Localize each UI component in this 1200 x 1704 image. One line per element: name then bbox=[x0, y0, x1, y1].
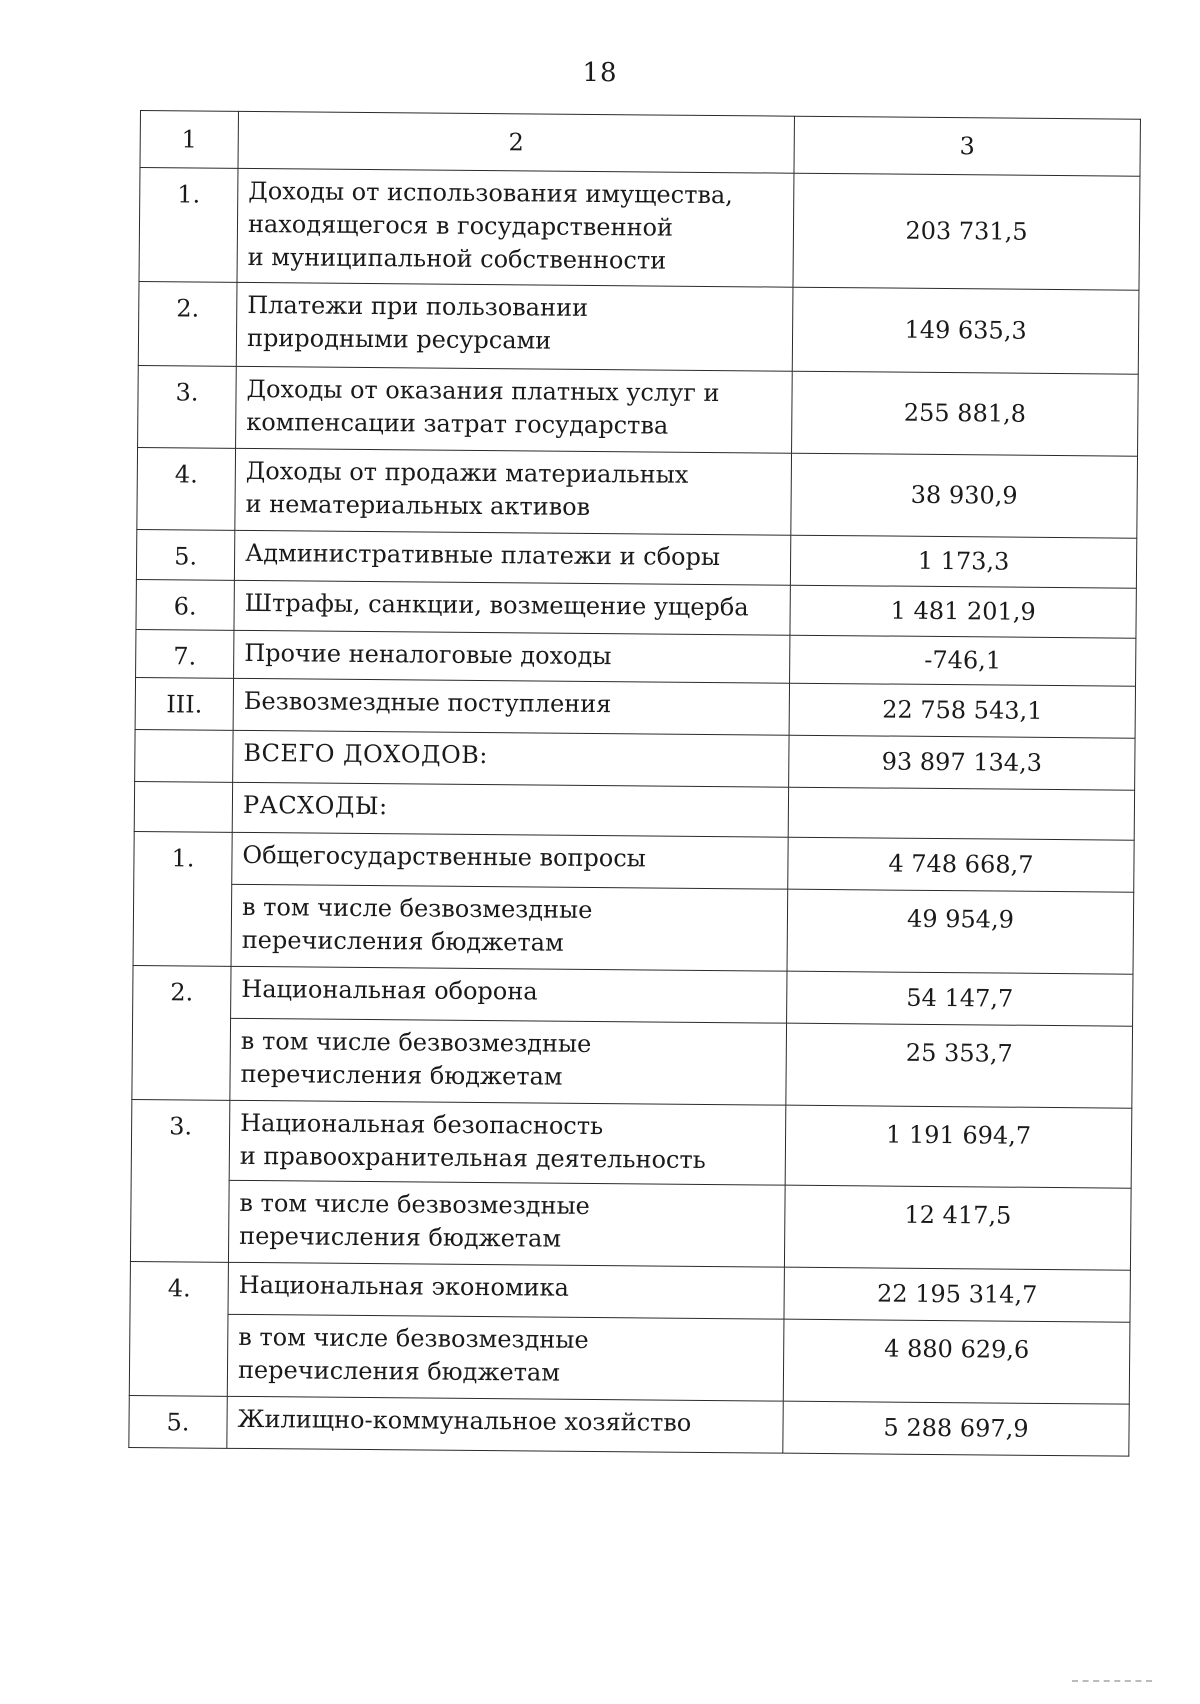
item-name-line: Доходы от использования имущества, bbox=[248, 176, 733, 210]
expense-row bbox=[134, 831, 1134, 892]
expense-subitem-name bbox=[228, 1180, 785, 1267]
item-name-line: перечисления бюджетам bbox=[241, 925, 564, 957]
item-value: 255 881,8 bbox=[792, 371, 1139, 456]
item-name-line: Прочие неналоговые доходы bbox=[244, 638, 612, 671]
item-number: 1. bbox=[133, 831, 232, 966]
expense-item-name bbox=[228, 1262, 784, 1319]
item-name-line: и правоохранительная деятельность bbox=[239, 1141, 706, 1174]
expense-subitem-name bbox=[230, 1018, 787, 1105]
item-value: 1 191 694,7 bbox=[785, 1105, 1132, 1188]
item-name-line: Доходы от оказания платных услуг и bbox=[246, 374, 720, 408]
expense-subitem-name bbox=[231, 884, 788, 971]
item-value: 38 930,9 bbox=[791, 453, 1138, 538]
revenue-item-name bbox=[236, 366, 793, 453]
expense-item-name bbox=[231, 966, 787, 1023]
total-revenue-label: ВСЕГО ДОХОДОВ: bbox=[233, 730, 789, 787]
item-name-line: Платежи при пользовании bbox=[247, 290, 589, 322]
item-name-line: Общегосударственные вопросы bbox=[242, 840, 646, 873]
item-name-line: находящегося в государственной bbox=[247, 209, 674, 242]
header-cell-name: 2 bbox=[238, 111, 794, 173]
revenue-row bbox=[135, 677, 1135, 738]
item-value: 93 897 134,3 bbox=[789, 735, 1135, 790]
item-number: 4. bbox=[137, 447, 236, 530]
item-name-line: Штрафы, санкции, возмещение ущерба bbox=[244, 588, 749, 622]
item-number: 6. bbox=[136, 579, 234, 630]
item-value: 1 481 201,9 bbox=[790, 585, 1136, 638]
expenses-heading: РАСХОДЫ: bbox=[232, 782, 788, 837]
item-value: 4 748 668,7 bbox=[788, 837, 1134, 892]
revenue-item-name bbox=[233, 678, 789, 735]
expense-subrow bbox=[129, 1313, 1130, 1404]
revenue-row bbox=[136, 579, 1136, 638]
revenue-item-name bbox=[234, 630, 790, 683]
expenses-heading-row bbox=[134, 781, 1134, 840]
expense-row bbox=[129, 1395, 1129, 1456]
item-name-line: в том числе безвозмездные bbox=[241, 892, 593, 924]
revenue-item-name bbox=[236, 282, 793, 371]
item-name-line: компенсации затрат государства bbox=[246, 407, 669, 440]
expense-item-name bbox=[229, 1100, 786, 1185]
item-value: 203 731,5 bbox=[793, 173, 1140, 290]
item-name-line: природными ресурсами bbox=[246, 323, 552, 355]
item-name-line: и нематериальных активов bbox=[245, 489, 591, 521]
expense-subitem-name bbox=[227, 1314, 784, 1401]
revenue-row bbox=[138, 281, 1139, 374]
item-value: 5 288 697,9 bbox=[783, 1401, 1129, 1456]
item-value: 25 353,7 bbox=[786, 1023, 1133, 1108]
item-number: 7. bbox=[136, 629, 234, 678]
item-number: 5. bbox=[136, 529, 234, 580]
expense-subrow bbox=[133, 883, 1134, 974]
revenue-row bbox=[138, 365, 1139, 456]
revenue-row bbox=[137, 447, 1138, 538]
revenue-item-name bbox=[234, 530, 790, 585]
item-name-line: Национальная безопасность bbox=[240, 1108, 604, 1141]
item-value: 49 954,9 bbox=[787, 889, 1134, 974]
item-name-line: перечисления бюджетам bbox=[237, 1355, 561, 1387]
item-name-line: Жилищно-коммунальное хозяйство bbox=[237, 1404, 692, 1437]
expense-row bbox=[131, 1099, 1132, 1188]
item-number bbox=[134, 781, 232, 832]
expense-subrow bbox=[132, 1017, 1133, 1108]
page-number: 18 bbox=[582, 58, 618, 88]
item-number: 3. bbox=[138, 365, 237, 448]
item-name-line: перечисления бюджетам bbox=[239, 1221, 562, 1253]
item-value: 4 880 629,6 bbox=[783, 1319, 1130, 1404]
item-number: III. bbox=[135, 677, 233, 730]
item-value: 149 635,3 bbox=[792, 287, 1139, 374]
item-value: 1 173,3 bbox=[790, 535, 1136, 588]
item-name-line: и муниципальной собственности bbox=[247, 242, 667, 275]
item-number: 5. bbox=[129, 1395, 227, 1448]
expense-subrow bbox=[130, 1179, 1131, 1270]
budget-table-body bbox=[129, 111, 1141, 1457]
empty-value-cell bbox=[788, 787, 1134, 840]
revenue-row bbox=[136, 529, 1136, 588]
item-name-line: Административные платежи и сборы bbox=[245, 538, 721, 572]
expense-row bbox=[130, 1261, 1130, 1322]
revenue-item-name bbox=[235, 448, 792, 535]
item-name-line: в том числе безвозмездные bbox=[238, 1322, 589, 1354]
expense-item-name bbox=[227, 1396, 783, 1453]
expense-item-name bbox=[232, 832, 788, 889]
item-name-line: Национальная оборона bbox=[241, 974, 538, 1006]
header-cell-value: 3 bbox=[794, 116, 1140, 176]
expense-row bbox=[133, 965, 1133, 1026]
item-name-line: в том числе безвозмездные bbox=[240, 1026, 592, 1058]
item-value: -746,1 bbox=[790, 635, 1136, 686]
item-value: 22 195 314,7 bbox=[784, 1267, 1130, 1322]
item-value: 22 758 543,1 bbox=[789, 683, 1135, 738]
item-name-line: Доходы от продажи материальных bbox=[245, 456, 689, 489]
item-number: 4. bbox=[129, 1261, 228, 1396]
item-value: 12 417,5 bbox=[784, 1185, 1131, 1270]
table-header-row bbox=[140, 111, 1140, 177]
item-value: 54 147,7 bbox=[787, 971, 1133, 1026]
budget-table bbox=[128, 110, 1141, 1457]
item-number: 1. bbox=[139, 168, 238, 283]
item-number bbox=[135, 729, 233, 782]
item-name-line: Безвозмездные поступления bbox=[243, 686, 612, 719]
item-number: 2. bbox=[138, 281, 237, 366]
revenue-item-name bbox=[237, 168, 794, 287]
total-revenue-row bbox=[135, 729, 1135, 790]
header-cell-num: 1 bbox=[140, 111, 238, 169]
scan-edge-mark bbox=[1072, 1680, 1152, 1686]
revenue-item-name bbox=[234, 580, 790, 635]
item-name-line: перечисления бюджетам bbox=[240, 1059, 563, 1091]
revenue-row bbox=[136, 629, 1136, 686]
item-number: 2. bbox=[132, 965, 231, 1100]
item-number: 3. bbox=[130, 1099, 229, 1262]
item-name-line: в том числе безвозмездные bbox=[239, 1188, 590, 1220]
revenue-row bbox=[139, 168, 1140, 291]
item-name-line: Национальная экономика bbox=[238, 1270, 569, 1302]
